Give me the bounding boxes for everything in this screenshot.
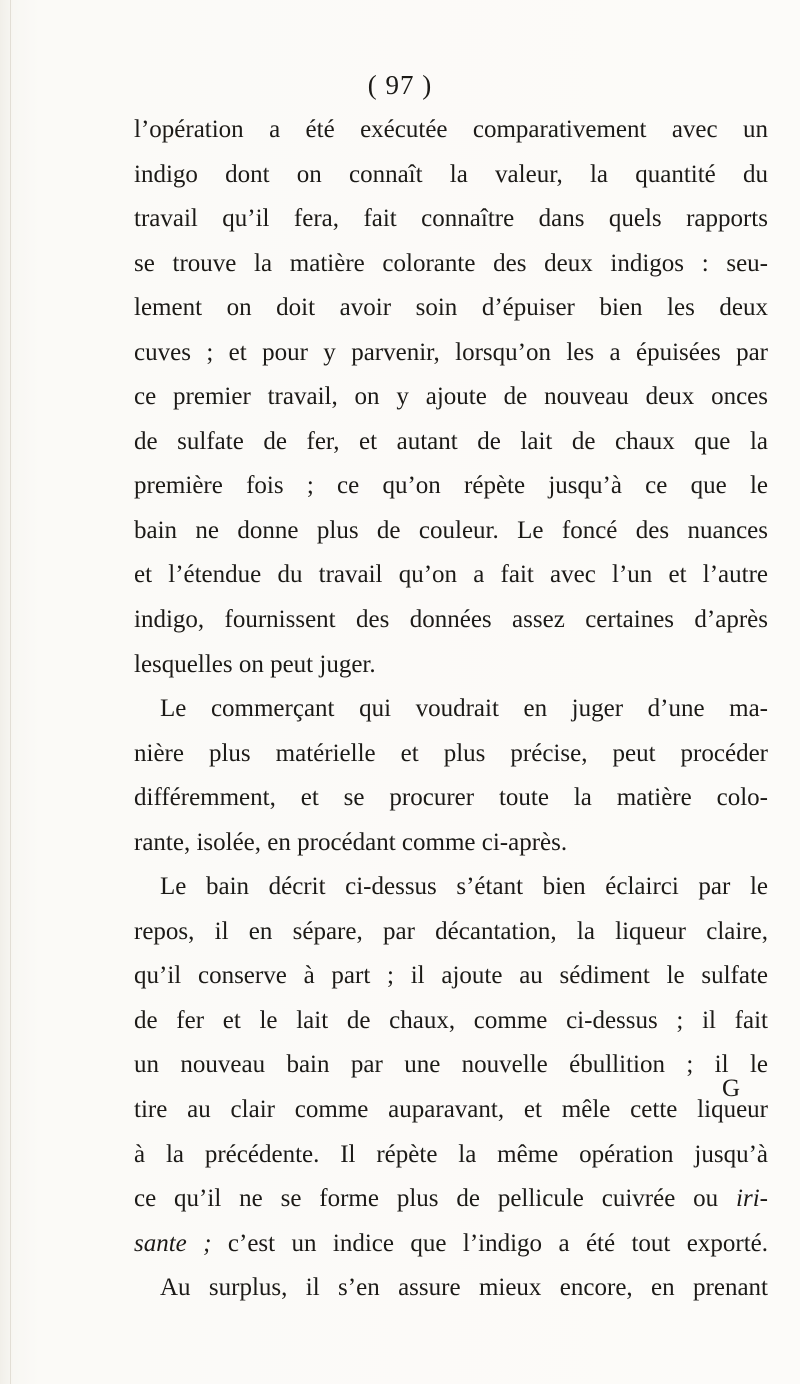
text-line: un nouveau bain par une nouvelle ébullition ; il le bbox=[134, 1051, 768, 1079]
paragraph-start: Le bain décrit ci-dessus s’étant bien éclairci par le bbox=[160, 873, 768, 901]
text-line: travail qu’il fera, fait connaître dans quels rapports bbox=[134, 205, 768, 233]
text-line: à la précédente. Il répète la même opération jusqu’à bbox=[134, 1140, 768, 1168]
italic-term: sante ; bbox=[134, 1229, 212, 1257]
text-line: indigo dont on connaît la valeur, la quantité du bbox=[134, 160, 768, 188]
text-line: première fois ; ce qu’on répète jusqu’à ce que le bbox=[134, 472, 768, 500]
text-line: de fer et le lait de chaux, comme ci-dessus ; il fait bbox=[134, 1006, 768, 1034]
text-line: bain ne donne plus de couleur. Le foncé des nuances bbox=[134, 516, 768, 544]
text-line: et l’étendue du travail qu’on a fait avec l’un et l’autre bbox=[134, 561, 768, 589]
text-line: indigo, fournissent des données assez certaines d’après bbox=[134, 606, 768, 634]
text-line: nière plus matérielle et plus précise, peut procéder bbox=[134, 739, 768, 767]
page-number: ( 97 ) bbox=[367, 70, 433, 100]
text-segment: c’est un indice que l’indigo a été tout exporté. bbox=[211, 1229, 768, 1257]
text-line: repos, il en sépare, par décantation, la liqueur claire, bbox=[134, 917, 768, 945]
text-line: lesquelles on peut juger. bbox=[134, 650, 376, 678]
text-line: tire au clair comme auparavant, et mêle cette liqueur bbox=[134, 1096, 768, 1124]
text-line: de sulfate de fer, et autant de lait de chaux que la bbox=[134, 427, 768, 455]
catchword: G bbox=[722, 1075, 741, 1102]
text-line: Au surplus, il s’en assure mieux encore, en prenant bbox=[160, 1274, 768, 1302]
page-gutter bbox=[10, 0, 11, 1384]
paragraph-start: Le commerçant qui voudrait en juger d’une ma- bbox=[160, 695, 768, 723]
text-line: cuves ; et pour y parvenir, lorsqu’on les a épuisées par bbox=[134, 338, 768, 366]
text-line: l’opération a été exécutée comparativement avec un bbox=[134, 116, 768, 143]
text-line: rante, isolée, en procédant comme ci-après. bbox=[134, 828, 568, 856]
text-line: qu’il conserve à part ; il ajoute au sédiment le sulfate bbox=[134, 962, 768, 990]
text-line: se trouve la matière colorante des deux indigos : seu- bbox=[134, 249, 768, 277]
text-line bbox=[134, 1222, 768, 1267]
body-text bbox=[134, 108, 768, 1311]
text-line: lement on doit avoir soin d’épuiser bien les deux bbox=[134, 294, 768, 322]
text-segment: ce qu’il ne se forme plus de pellicule cuivrée ou bbox=[134, 1185, 737, 1213]
text-line: différemment, et se procurer toute la matière colo- bbox=[134, 784, 768, 812]
text-line bbox=[134, 1177, 768, 1222]
italic-term: iri- bbox=[736, 1185, 768, 1213]
text-line: ce premier travail, on y ajoute de nouveau deux onces bbox=[134, 383, 768, 411]
